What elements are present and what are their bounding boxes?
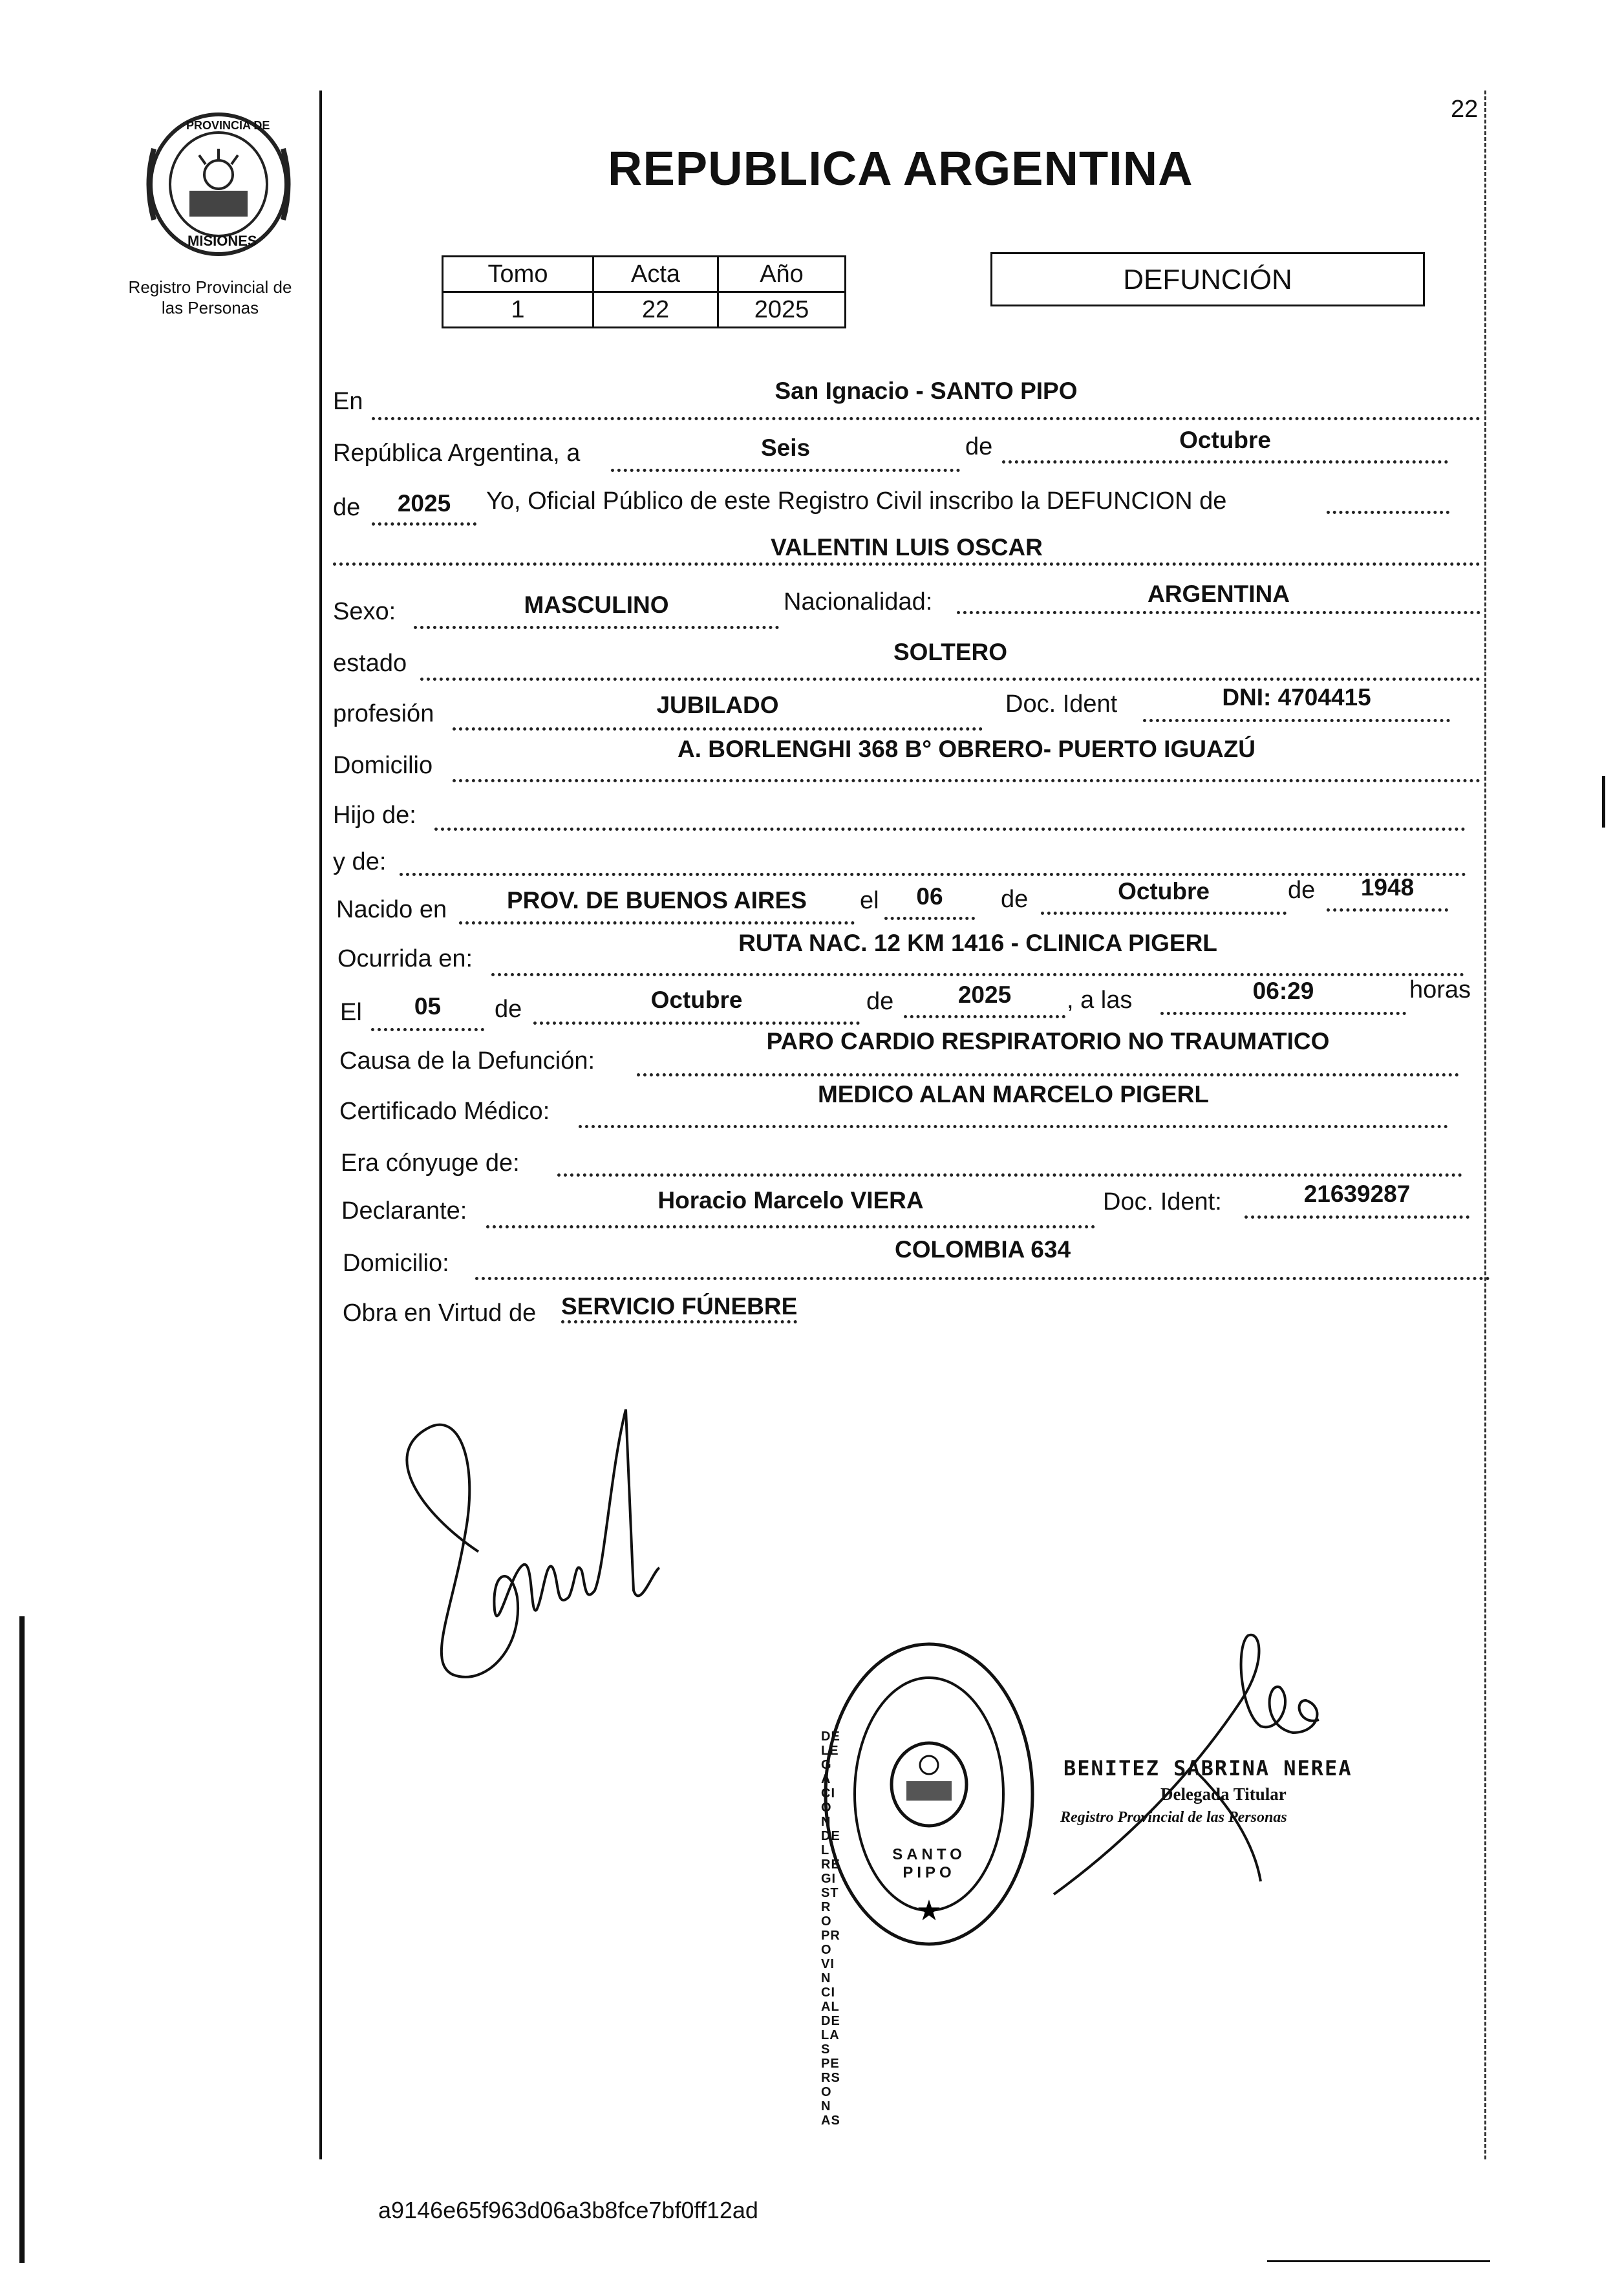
estado-value: SOLTERO <box>893 639 1008 665</box>
doc-type-box <box>990 252 1425 306</box>
deceased-name: VALENTIN LUIS OSCAR <box>771 534 1043 561</box>
death-year: 2025 <box>957 981 1012 1008</box>
de-label-3: de <box>1001 886 1029 913</box>
yo-line <box>1327 511 1449 514</box>
doc-ident-line <box>1143 719 1450 722</box>
year-line <box>372 522 476 526</box>
sexo-value: MASCULINO <box>524 592 669 618</box>
page-title: REPUBLICA ARGENTINA <box>608 142 1193 195</box>
republica-label: República Argentina, a <box>333 440 581 467</box>
declarante-doc-line <box>1245 1215 1469 1219</box>
death-month: Octubre <box>650 987 743 1013</box>
month-value: Octubre <box>1179 427 1271 453</box>
estado-label: estado <box>333 650 407 677</box>
emblem-text-top: PROVINCIA DE <box>186 119 270 132</box>
declarante-domicilio-label: Domicilio: <box>343 1250 449 1277</box>
domicilio-label: Domicilio <box>333 752 433 779</box>
official-name: BENITEZ SABRINA NEREA <box>1063 1756 1352 1781</box>
death-day: 05 <box>414 993 442 1020</box>
doc-type: DEFUNCIÓN <box>1123 264 1292 295</box>
doc-ident-value: DNI: 4704415 <box>1222 684 1371 711</box>
birth-day-line <box>884 917 975 920</box>
declarante-domicilio-line <box>475 1277 1490 1280</box>
official-agency: Registro Provincial de las Personas <box>1060 1809 1287 1826</box>
nacido-label: Nacido en <box>336 896 447 923</box>
de-label-5: de <box>495 996 522 1023</box>
nacido-line <box>459 921 855 925</box>
document-hash: a9146e65f963d06a3b8fce7bf0ff12ad <box>378 2197 758 2223</box>
causa-value: PARO CARDIO RESPIRATORIO NO TRAUMATICO <box>766 1028 1330 1054</box>
death-year-line <box>904 1015 1065 1018</box>
obra-value: SERVICIO FÚNEBRE <box>561 1293 797 1323</box>
page-edge-mark-right <box>1602 776 1605 828</box>
profesion-value: JUBILADO <box>656 692 779 718</box>
en-line <box>372 417 1480 420</box>
declarant-signature <box>381 1403 692 1700</box>
certificado-line <box>579 1125 1448 1128</box>
de-label-6: de <box>866 988 894 1015</box>
registry-value-tomo: 1 <box>443 292 593 328</box>
name-line <box>333 562 1480 566</box>
profesion-label: profesión <box>333 700 434 727</box>
ocurrida-label: Ocurrida en: <box>337 945 473 972</box>
right-margin-rule <box>1484 91 1488 2159</box>
death-month-line <box>533 1022 860 1025</box>
death-time: 06:29 <box>1252 978 1314 1004</box>
year-value: 2025 <box>397 490 451 517</box>
registry-value-acta: 22 <box>593 292 718 328</box>
registry-table <box>442 255 846 328</box>
birth-month-line <box>1041 912 1287 915</box>
death-time-line <box>1160 1012 1406 1015</box>
agency-line-2: las Personas <box>161 298 259 317</box>
doc-ident-label: Doc. Ident <box>1005 690 1118 718</box>
registry-header-row <box>443 257 846 292</box>
nacido-value: PROV. DE BUENOS AIRES <box>507 887 807 914</box>
causa-line <box>637 1073 1459 1076</box>
registry-value-anio: 2025 <box>718 292 846 328</box>
month-line <box>1002 460 1448 464</box>
agency-caption <box>103 277 317 318</box>
conyuge-label: Era cónyuge de: <box>341 1150 520 1177</box>
yde-label: y de: <box>333 848 387 875</box>
de-label-1: de <box>965 433 993 460</box>
certificado-label: Certificado Médico: <box>339 1098 550 1125</box>
declarante-doc-value: 21639287 <box>1303 1181 1411 1207</box>
agency-line-1: Registro Provincial de <box>128 277 292 297</box>
declarante-domicilio-value: COLOMBIA 634 <box>894 1236 1071 1263</box>
birth-year-line <box>1327 908 1448 912</box>
yo-text: Yo, Oficial Público de este Registro Civil inscribo la DEFUNCION de <box>486 487 1227 515</box>
birth-day: 06 <box>916 883 943 910</box>
birth-month: Octubre <box>1118 878 1210 904</box>
de-label-2: de <box>333 494 361 521</box>
left-margin-rule <box>319 91 322 2159</box>
declarante-line <box>486 1225 1095 1228</box>
sexo-label: Sexo: <box>333 598 396 625</box>
declarante-value: Horacio Marcelo VIERA <box>657 1187 924 1214</box>
horas-label: horas <box>1409 976 1471 1003</box>
estado-line <box>420 678 1480 681</box>
day-line <box>611 469 960 472</box>
official-stamp <box>816 1632 1042 2128</box>
nacionalidad-line <box>957 611 1480 614</box>
conyuge-line <box>557 1173 1462 1177</box>
causa-label: Causa de la Defunción: <box>339 1047 595 1075</box>
ocurrida-value: RUTA NAC. 12 KM 1416 - CLINICA PIGERL <box>738 930 1217 956</box>
death-day-line <box>371 1028 484 1031</box>
en-label: En <box>333 388 363 415</box>
declarante-label: Declarante: <box>341 1197 467 1225</box>
profesion-line <box>453 727 983 731</box>
registry-header-anio: Año <box>718 257 846 292</box>
El-label: El <box>340 999 362 1026</box>
ocurrida-line <box>491 973 1464 976</box>
svg-text:★: ★ <box>916 1894 942 1927</box>
hijo-line <box>434 828 1466 831</box>
registry-value-row <box>443 292 846 328</box>
stamp-inner-text: SANTO PIPO <box>892 1846 966 1881</box>
hijo-label: Hijo de: <box>333 802 416 829</box>
en-value: San Ignacio - SANTO PIPO <box>775 378 1078 404</box>
certificado-value: MEDICO ALAN MARCELO PIGERL <box>817 1081 1209 1107</box>
birth-year: 1948 <box>1360 874 1415 901</box>
province-emblem <box>141 110 296 259</box>
de-label-4: de <box>1288 877 1316 904</box>
nacionalidad-label: Nacionalidad: <box>784 588 933 615</box>
page-edge-mark-left <box>19 1616 25 2263</box>
el-label: el <box>860 887 879 914</box>
day-value: Seis <box>760 434 811 461</box>
domicilio-line <box>453 779 1480 782</box>
nacionalidad-value: ARGENTINA <box>1148 581 1290 607</box>
bottom-right-rule <box>1267 2260 1490 2262</box>
domicilio-value: A. BORLENGHI 368 B° OBRERO- PUERTO IGUAZÚ <box>678 736 1255 762</box>
yde-line <box>400 873 1466 876</box>
alas-label: , a las <box>1067 987 1133 1014</box>
emblem-text-bottom: MISIONES <box>187 233 257 249</box>
stamp-ring-text: DELEGACION DEL REGISTRO PROVINCIAL DE LAS PERSONAS <box>821 1729 840 2128</box>
official-title: Delegada Titular <box>1160 1784 1287 1804</box>
registry-header-tomo: Tomo <box>443 257 593 292</box>
obra-label: Obra en Virtud de <box>343 1300 537 1327</box>
declarante-doc-label: Doc. Ident: <box>1103 1188 1222 1215</box>
sexo-line <box>414 626 779 629</box>
page-number: 22 <box>1451 96 1479 123</box>
registry-header-acta: Acta <box>593 257 718 292</box>
